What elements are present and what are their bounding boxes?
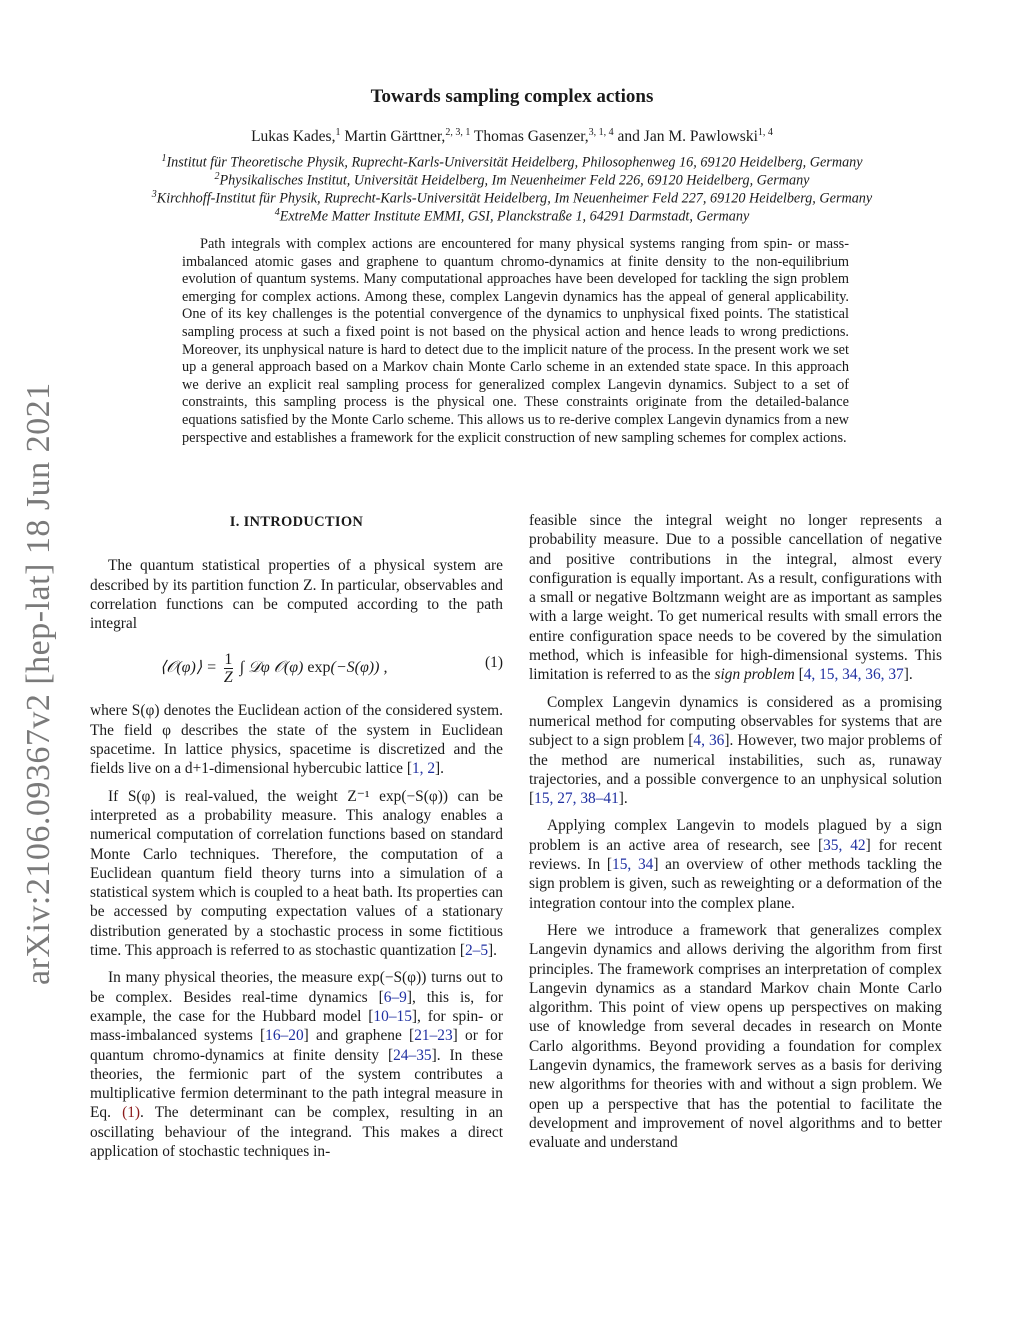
paragraph: In many physical theories, the measure exp(−S(φ)) turns out to be complex. Besides real-time dynamics [6–9], this is, for example, the case for the Hubbard model [10–15], for spin- or mass-imbalanced systems [16–20] and graphene [21–23] or for quantum chromo-dynamics at finite density [24–35]. In these theories, the fermionic part of the system contributes a multiplicative fermion determinant to the path integral measure in Eq. (1). The determinant can be complex, resulting in an oscillating behaviour of the integrand. This makes a direct application of stochastic techniques in- [90,969,504,1161]
citation-link[interactable]: 1, 2 [411,760,436,778]
affiliation-3: $^3$Kirchhoff-Institut für Physik, Ruprecht-Karls-Universität Heidelberg, Im Neuenheimer Feld 227, 69120 Heidelberg, Germany [151,189,873,207]
paragraph: feasible since the integral weight no longer represents a probability measure. Due to a possible cancellation of negative and positive contributions in the integral, almost every configuration is equally important. As a result, configurations with a small or negative Boltzmann weight are as important as samples with a large weight. To get numerical results with small errors the entire configuration space needs to be covered by the simulation method, which is infeasible for high-dimensional systems. This limitation is referred to as the sign problem [4, 15, 34, 36, 37]. [529,512,942,684]
right-column [529,511,942,1161]
arxiv-sidebar-stamp: arXiv:2106.09367v2 [hep-lat] 18 Jun 2021 [20,382,57,985]
paragraph: Here we introduce a framework that generalizes complex Langevin dynamics and allows deriving the algorithm from first principles. The framework comprises an interpretation of complex Langevin dynamics as a standard Markov chain Monte Carlo algorithm. This point of view opens up perspectives on making use of knowledge from several decades in research on Monte Carlo algorithms. Beyond providing a foundation for complex Langevin dynamics, the framework serves as a basis for deriving new algorithms for theories with and without a sign problem. We open up a perspective that has the potential to facilitate the development and improvement of novel algorithms and to better evaluate and understand [529,921,942,1152]
author-list [0,127,1024,146]
section-heading: I. INTRODUCTION [229,514,364,530]
paragraph: Applying complex Langevin to models plagued by a sign problem is an active area of research, see [35, 42] for recent reviews. In [15, 34] an overview of other methods tackling the sign problem is given, such as reweighting or a deformation of the integration contour into the complex plane. [529,817,942,912]
author-2: Martin Gärttner,$^{2, 3, 1}$ [344,127,471,146]
paragraph: where S(φ) denotes the Euclidean action of the considered system. The field φ describes the state of the system in Euclidean spacetime. In lattice physics, spacetime is discretized and the fields live on a d+1-dimensional hybercubic lattice [1, 2]. [90,702,503,778]
equation-1 [90,643,503,689]
paragraph: The quantum statistical properties of a physical system are described by its partition function Z. In particular, observables and correlation functions can be computed according to the path integral [90,557,503,633]
equation-reference-link[interactable]: (1) [122,1104,141,1122]
affiliation-2: $^2$Physikalisches Institut, Universität Heidelberg, Im Neuenheimer Feld 226, 69120 Heidelberg, Germany [214,171,810,189]
affiliation-1: $^1$Institut für Theoretische Physik, Ruprecht-Karls-Universität Heidelberg, Philosophenweg 16, 69120 Heidelberg, Germany [161,153,863,171]
paragraph: Complex Langevin dynamics is considered as a promising numerical method for computing observables for systems that are subject to a sign problem [4, 36]. However, two major problems of the method are numerical instabilities, such as, runaway trajectories, and a possible convergence to an unphysical solution [15, 27, 38–41]. [529,693,943,808]
left-column [90,511,503,1169]
author-3: Thomas Gasenzer,$^{3, 1, 4}$ [473,127,614,146]
citation-link[interactable]: 6–9 [383,988,407,1006]
affiliation-4: $^4$ExtreMe Matter Institute EMMI, GSI, Planckstraße 1, 64291 Darmstadt, Germany [274,207,750,225]
equation-body: ⟨𝒪(φ)⟩ = $\frac{1}{Z}$ ∫ 𝒟φ 𝒪(φ) exp(−S(φ)) , [160,651,388,687]
citation-link[interactable]: 35, 42 [823,836,866,854]
citation-link[interactable]: 15, 27, 38–41 [534,790,619,808]
paragraph: If S(φ) is real-valued, the weight Z⁻¹ exp(−S(φ)) can be interpreted as a probability measure. This analogy enables a numerical computation of correlation functions based on standard Monte Carlo techniques. Therefore, the computation of a Euclidean quantum field theory turns into a simulation of a statistical system which is coupled to a heat bath. Its properties can be accessed by computing expectation values of a stationary distribution generated by a stochastic process in some fictitious time. This approach is referred to as stochastic quantization [2–5]. [90,787,503,960]
citation-link[interactable]: 15, 34 [612,856,654,874]
citation-link[interactable]: 16–20 [265,1027,304,1045]
paper-title: Towards sampling complex actions [370,86,654,107]
author-4: and Jan M. Pawlowski$^{1, 4}$ [617,127,773,146]
citation-link[interactable]: 4, 36 [693,732,725,750]
equation-number: (1) [485,654,503,672]
citation-link[interactable]: 2–5 [464,942,489,960]
citation-link[interactable]: 4, 15, 34, 36, 37 [803,666,904,684]
citation-link[interactable]: 10–15 [373,1007,412,1025]
abstract: Path integrals with complex actions are encountered for many physical systems ranging from spin- or mass-imbalanced atomic gases and graphene to quantum chromo-dynamics at finite density to the non-equilibrium evolution of quantum systems. Many computational approaches have been developed for tackling the sign problem emerging for complex actions. Among these, complex Langevin dynamics has the appeal of general applicability. One of its key challenges is the potential convergence of the dynamics to unphysical fixed points. The statistical sampling process at such a fixed point is not based on the physical action and hence leads to wrong predictions. Moreover, its unphysical nature is hard to detect due to the implicit nature of the process. In the present work we set up a general approach based on a Markov chain Monte Carlo scheme in an extended state space. In this approach we derive an explicit real sampling process for generalized complex Langevin dynamics. Subject to a set of constraints, this sampling process is the physical one. These constraints originate from the detailed-balance equations satisfied by the Monte Carlo scheme. This allows us to re-derive complex Langevin dynamics from a new perspective and establishes a framework for the explicit construction of new sampling schemes for complex actions. [182,236,849,446]
citation-link[interactable]: 24–35 [393,1046,432,1064]
author-1: Lukas Kades,$^1$ [251,127,341,146]
citation-link[interactable]: 21–23 [414,1027,453,1045]
